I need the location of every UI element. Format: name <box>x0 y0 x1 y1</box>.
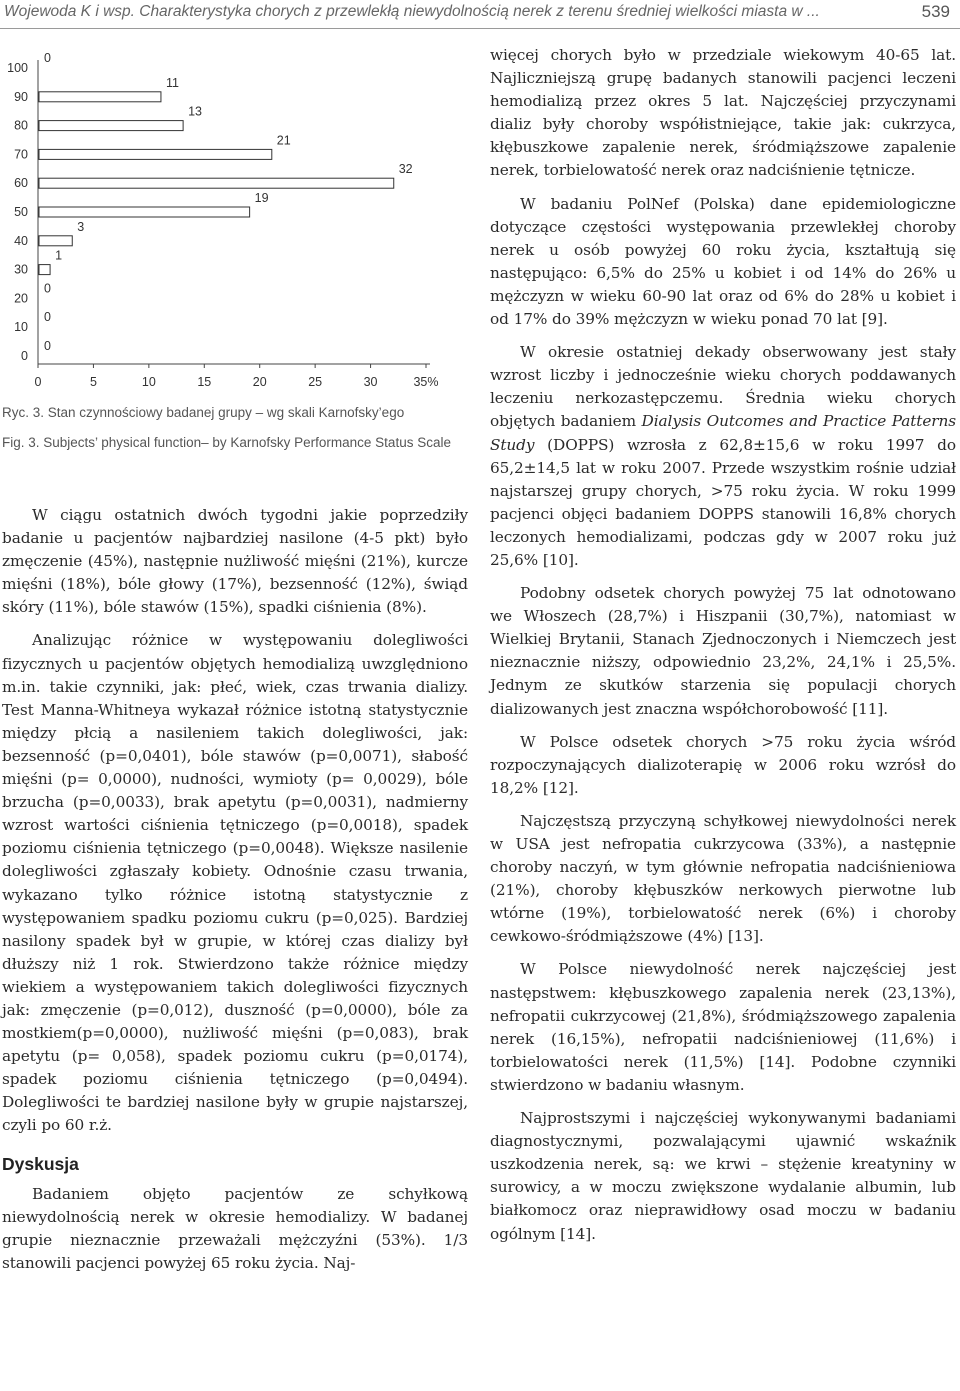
paragraph: Analizując różnice w występowaniu dolegliwości fizycznych u pacjentów objętych hemodializą uwzględniono m.in. takie czynniki, jak: płeć, wiek, czas trwania dializy. Test Manna-Whitneya wykazał różnice istotną statystycznie między płcią a nasileniem takich dolegliwości, jak: bezsenność (p=0,0401), bóle stawów (p=0,0071), słabość mięśni (p= 0,0000), nudności, wymioty (p= 0,0029), bóle brzucha (p=0,0033), brak apetytu (p=0,0031), nadmierny wzrost wartości ciśnienia tętniczego (p=0,0018), spadek poziomu ciśnienia tętniczego (p=0,0048). Większe nasilenie dolegliwości zgłaszały kobiety. Odnośnie czasu trwania, wykazano tylko różnice istotną statystycznie z występowaniem spadku poziomu cukru (p=0,025). Bardziej nasilony spadek był w grupie, w której czas dializy był dłuższy niż 1 rok. Stwierdzono także różnice między wiekiem a występowaniem takich dolegliwości fizycznych jak: zmęczenie (p=0,012), duszność (p=0,0000), bóle za mostkiem(p=0,0000), nużliwość mięśni (p=0,083), brak apetytu (p= 0,058), spadek poziomu cukru (p=0,0174), spadek poziomu ciśnienia tętniczego (p=0,0494). Dolegliwości te bardziej nasilone były w grupie najstarszej, czyli po 60 r.ż. <box>2 631 468 1135</box>
bar <box>39 149 272 159</box>
paragraph: W badaniu PolNef (Polska) dane epidemiologiczne dotyczące częstości występowania przewlekłej choroby nerek u osób powyżej 60 roku życia, kształtują się następująco: 6,5% do 25% u kobiet i od 14% do 26% u mężczyzn w wieku 60-90 lat oraz od 6% do 28% u kobiet i od 17% do 39% mężczyzn w wieku ponad 70 lat [9]. <box>490 194 956 329</box>
paragraph: Najprostszymi i najczęściej wykonywanymi badaniami diagnostycznymi, pozwalającymi ujawnić wskaźnik uszkodzenia nerek, są: we krwi – stężenie kreatyniny w surowicy, a w moczu zwiększone wydalanie albumin, lub białkomocz oraz nieprawidłowy osad moczu w badaniu ogólnym [14]. <box>490 1109 956 1243</box>
bar <box>39 92 161 102</box>
figure-caption-en: Fig. 3. Subjects’ physical function– by Karnofsky Performance Status Scale <box>2 435 451 450</box>
page-number: 539 <box>921 2 950 21</box>
section-heading-dyskusja: Dyskusja <box>2 1153 79 1174</box>
running-header <box>0 0 960 29</box>
paragraph <box>490 341 956 572</box>
running-title: Wojewoda K i wsp. Charakterystyka chorych z przewlekłą niewydolnością nerek z terenu średniej wielkości miasta w ... <box>4 3 820 20</box>
x-tick-label: 35% <box>413 375 439 389</box>
bar <box>39 265 50 275</box>
bar <box>39 207 250 217</box>
y-tick-label: 30 <box>14 262 28 277</box>
paragraph: Najczęstszą przyczyną schyłkowej niewydolności nerek w USA jest nefropatia cukrzycowa (33%), a następnie choroby naczyń, w tym głównie nefropatia nadciśnieniowa (21%), choroby kłębuszków nerkowych pierwotne lub wtórne (19%), torbielowatość nerek (6%) i choroby cewkowo-śródmiąższowe (4%) [13]. <box>490 811 956 946</box>
paragraph: Badaniem objęto pacjentów ze schyłkową niewydolnością nerek w okresie hemodializy. W badanej grupie nieznacznie przeważali mężczyźni (53%). 1/3 stanowili pacjenci powyżej 65 roku życia. Naj- <box>2 1184 468 1272</box>
y-tick-label: 40 <box>14 233 28 248</box>
figure-caption-pl: Ryc. 3. Stan czynnościowy badanej grupy – wg skali Karnofsky’ego <box>2 405 405 420</box>
text-run: (DOPPS) wzrosła z 62,8±15,6 w roku 1997 do 65,2±14,5 lat w roku 2007. Przede wszystkim rośnie udział najstarszej grupy chorych, >75 roku życia. W roku 1999 pacjenci objęci badaniem DOPPS stanowili 16,8% chorych leczonych hemodializami, podczas gdy w 2007 roku już 25,6% [10]. <box>490 435 956 569</box>
y-tick-label: 60 <box>14 176 28 191</box>
bar-data-label: 21 <box>276 133 291 148</box>
right-column <box>490 44 956 1246</box>
bar <box>39 121 183 131</box>
bar-data-label: 11 <box>165 75 179 90</box>
y-tick-label: 0 <box>21 349 28 363</box>
bar <box>39 236 72 246</box>
paragraph: W Polsce niewydolność nerek najczęściej jest następstwem: kłębuszkowego zapalenia nerek (23,13%), nefropatii cukrzycowej (21,8%), śródmiąższowego zapalenia nerek (16,15%), nefropatii nadciśnieniowej (11,6%) i torbielowatości nerek (11,5%) [14]. Podobne czynniki stwierdzono w badaniu własnym. <box>490 960 956 1094</box>
bar-data-label: 13 <box>188 104 203 119</box>
bar-data-label: 0 <box>44 339 51 353</box>
bar-data-label: 32 <box>398 162 413 177</box>
x-tick-label: 0 <box>34 375 42 389</box>
x-tick-label: 30 <box>363 375 378 389</box>
paragraph: W ciągu ostatnich dwóch tygodni jakie poprzedziły badanie u pacjentów najbardziej nasilone (4-5 pkt) było zmęczenie (45%), następnie nużliwość mięśni (21%), kurcze mięśni (18%), bóle głowy (17%), bezsenność (12%), świąd skóry (11%), bóle stawów (15%), spadki ciśnienia (8%). <box>2 506 468 617</box>
study-name: Dialysis Outcomes and Practice Patterns Study <box>490 412 956 454</box>
bar-data-label: 0 <box>44 310 51 325</box>
x-tick-label: 15 <box>197 375 212 389</box>
x-tick-label: 10 <box>141 375 156 389</box>
x-tick-label: 5 <box>89 375 97 389</box>
bar-data-label: 1 <box>55 248 63 263</box>
bar <box>39 178 394 188</box>
left-column <box>2 504 468 1275</box>
y-tick-label: 100 <box>7 61 28 75</box>
paragraph: Podobny odsetek chorych powyżej 75 lat odnotowano we Włoszech (28,7%) i Hiszpanii (30,7%), natomiast w Wielkiej Brytanii, Stanach Zjednoczonych i Niemczech jest nieznacznie niższy, odpowiednio 23,2%, 24,1% i 25,5%. Jednym ze skutków starzenia się populacji chorych dializowanych jest znaczna współchorobowość [11]. <box>490 584 956 718</box>
x-tick-label: 20 <box>252 375 267 389</box>
y-tick-label: 80 <box>14 118 28 133</box>
y-tick-label: 70 <box>14 147 28 162</box>
text-run: W okresie ostatniej dekady obserwowany jest stały wzrost liczby i jednocześnie wieku chorych poddawanych leczeniu nerkozastępczemu. Średnia wieku chorych objętych badaniem <box>490 343 956 431</box>
bar-data-label: 0 <box>44 52 51 65</box>
bar-data-label: 19 <box>254 191 269 205</box>
x-tick-label: 25 <box>308 375 323 389</box>
paragraph: W Polsce odsetek chorych >75 roku życia wśród rozpoczynających dializoterapię w 2006 roku wzrósł do 18,2% [12]. <box>490 732 956 797</box>
bar-data-label: 0 <box>44 281 51 296</box>
paragraph: więcej chorych było w przedziale wiekowym 40-65 lat. Najliczniejszą grupę badanych stanowili pacjenci leczeni hemodializą przez okres 5 lat. Najczęściej przyczynami dializ były choroby współistniejące, takie jak: cukrzyca, kłębuszkowe zapalenie nerek, śródmiąższowe zapalenie nerek, torbielowatość nerek oraz nadciśnienie tętnicze. <box>490 46 956 180</box>
bar-data-label: 3 <box>77 219 85 234</box>
y-tick-label: 10 <box>14 320 28 335</box>
y-tick-label: 50 <box>14 205 28 219</box>
y-tick-label: 20 <box>14 291 28 306</box>
y-tick-label: 90 <box>14 89 28 104</box>
karnofsky-bar-chart <box>0 52 470 397</box>
